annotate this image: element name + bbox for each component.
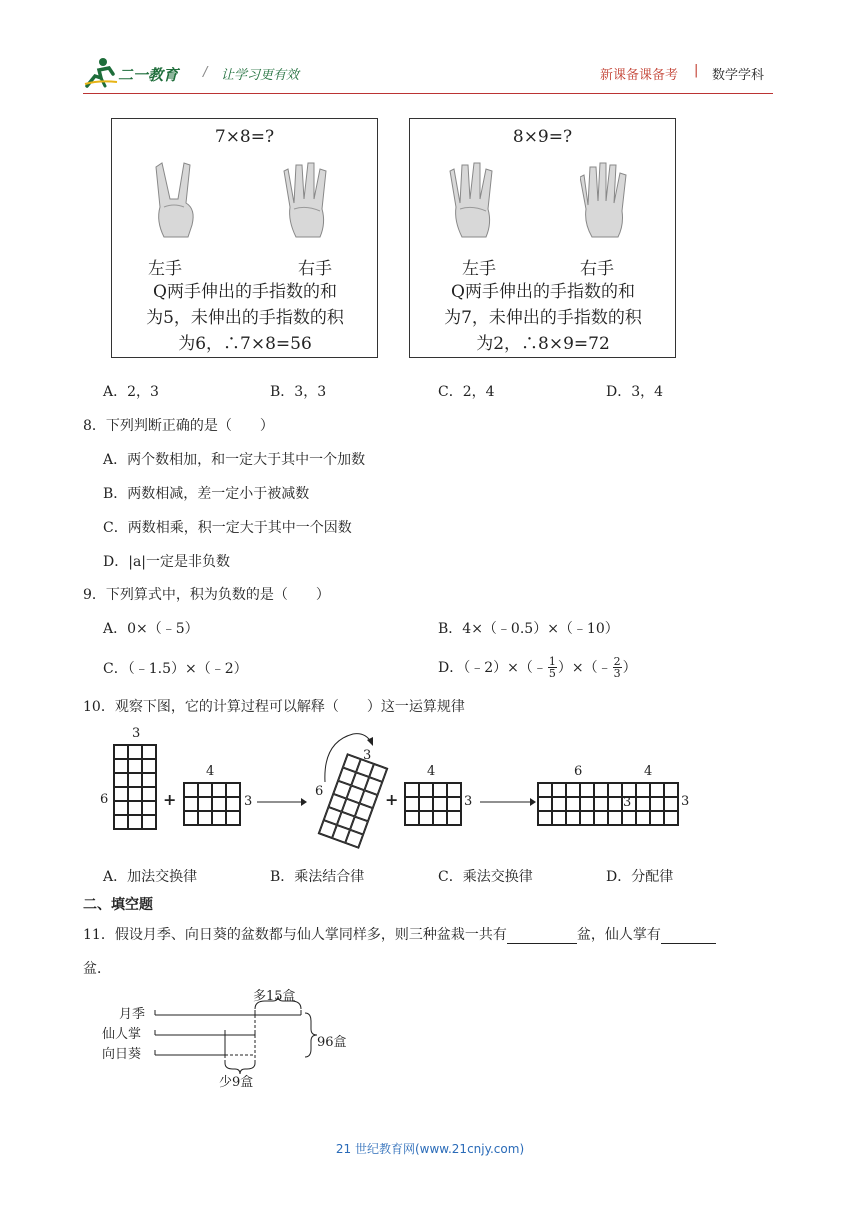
q10-figure: [95, 726, 705, 846]
q9-option-c[interactable]: C．（﹣1.5）×（﹣2）: [103, 661, 248, 677]
q7-option-b[interactable]: B．3，3: [270, 384, 327, 400]
q9-option-b[interactable]: B．4×（﹣0.5）×（﹣10）: [438, 621, 619, 637]
figure-explanation: [416, 279, 670, 357]
explanation-line: Q两手伸出的手指数的和: [451, 282, 635, 302]
left-hand-label: 左手: [148, 259, 182, 279]
header-right-right: 数学学科: [712, 68, 765, 83]
explanation-line: 为7，未伸出的手指数的积: [444, 308, 642, 328]
plus-sign: +: [163, 790, 177, 809]
footer-link[interactable]: 21 世纪教育网(www.21cnjy.com): [335, 1142, 525, 1156]
label-less-9: 少9盒: [219, 1075, 254, 1090]
label-total-96: 96盒: [317, 1035, 347, 1050]
grid5-top-label-4: 4: [644, 764, 653, 779]
label-rose: 月季: [119, 1007, 146, 1022]
q8-option-c[interactable]: C．两数相乘，积一定大于其中一个因数: [103, 520, 352, 536]
q10-option-d[interactable]: D．分配律: [606, 869, 674, 885]
q9-stem: 9．下列算式中，积为负数的是（ ）: [83, 587, 330, 603]
q11-bar-figure: [95, 985, 395, 1095]
q8-option-a[interactable]: A．两个数相加，和一定大于其中一个加数: [103, 452, 366, 468]
q7-option-d[interactable]: D．3，4: [606, 384, 664, 400]
q11-blank-total[interactable]: [507, 929, 577, 944]
q9-d-prefix: D．（﹣2）×（﹣: [438, 659, 547, 676]
grid5-divider: [621, 782, 622, 824]
fraction-one-fifth: $\frac{1}{5}$: [548, 655, 556, 680]
header-right-left: 新课备课备考: [600, 68, 679, 83]
explanation-line: 为5，未伸出的手指数的积: [146, 308, 344, 328]
grid3-left-label: 6: [315, 784, 324, 799]
arrow-right-icon: [480, 796, 536, 808]
figure-explanation: [118, 279, 372, 357]
q8-stem: 8．下列判断正确的是（ ）: [83, 418, 274, 434]
label-more-15: 多15盒: [253, 989, 296, 1004]
q7-option-a[interactable]: A．2，3: [103, 384, 159, 400]
grid5-top-label-6: 6: [574, 764, 583, 779]
grid4-top-label: 4: [427, 764, 436, 779]
right-hand-label: 右手: [298, 259, 332, 279]
q9-d-suffix: ）: [622, 659, 637, 676]
figure-equation: 8×9=?: [512, 127, 573, 147]
finger-figure-right: [409, 118, 676, 358]
hand-four-fingers-icon: [580, 159, 630, 239]
header-divider: |: [694, 63, 699, 78]
grid2-right-label: 3: [244, 794, 253, 809]
grid-3x6: [113, 744, 157, 830]
q9-d-mid: ）×（﹣: [557, 659, 612, 676]
q9-option-a[interactable]: A．0×（﹣5）: [103, 621, 199, 637]
q10-option-b[interactable]: B．乘法结合律: [270, 869, 365, 885]
header-slash: /: [203, 65, 208, 80]
q11-blank-cactus[interactable]: [661, 929, 716, 944]
q7-option-c[interactable]: C．2，4: [438, 384, 495, 400]
grid3-top-label: 3: [363, 748, 372, 763]
q8-option-b[interactable]: B．两数相减，差一定小于被减数: [103, 486, 310, 502]
finger-figure-left: [111, 118, 378, 358]
hand-two-fingers-icon: [150, 159, 200, 239]
q11-stem-text: 11．假设月季、向日葵的盆数都与仙人掌同样多，则三种盆栽一共有: [83, 927, 507, 943]
header-slogan: 让学习更有效: [221, 68, 300, 83]
explanation-line: 为2，∴8×9=72: [476, 334, 610, 354]
explanation-line: Q两手伸出的手指数的和: [153, 282, 337, 302]
grid2-top-label: 4: [206, 764, 215, 779]
section-title: 二、填空题: [83, 897, 153, 913]
grid1-top-label: 3: [132, 726, 141, 741]
grid1-left-label: 6: [100, 792, 109, 807]
hand-three-fingers-icon: [282, 159, 332, 239]
fraction-two-thirds: $\frac{2}{3}$: [613, 655, 621, 680]
q9-option-d[interactable]: [438, 656, 637, 679]
q8-option-d[interactable]: D．|a|一定是非负数: [103, 554, 231, 570]
q10-stem: 10．观察下图，它的计算过程可以解释（ ）这一运算规律: [83, 699, 465, 715]
grid-4x3: [183, 782, 241, 826]
explanation-line: 为6，∴7×8=56: [178, 334, 312, 354]
arrow-right-icon: [257, 796, 307, 808]
q10-option-a[interactable]: A．加法交换律: [103, 869, 198, 885]
grid5-right-label: 3: [681, 794, 690, 809]
grid-10x3: [537, 782, 679, 826]
plus-sign: +: [385, 790, 399, 809]
header-rule: [83, 93, 773, 94]
grid5-mid-label: 3: [623, 795, 632, 810]
header: [0, 0, 860, 95]
q11-stem: [83, 926, 783, 944]
hand-three-fingers-icon: [448, 159, 498, 239]
label-sunflower: 向日葵: [102, 1047, 142, 1062]
q11-end: 盆．: [83, 961, 111, 977]
left-hand-label: 左手: [462, 259, 496, 279]
logo-text: 二一教育: [118, 66, 179, 84]
right-hand-label: 右手: [580, 259, 614, 279]
grid-4x3: [404, 782, 462, 826]
q10-option-c[interactable]: C．乘法交换律: [438, 869, 533, 885]
q11-mid-text: 盆，仙人掌有: [576, 927, 661, 943]
label-cactus: 仙人掌: [102, 1027, 142, 1042]
figure-equation: 7×8=?: [214, 127, 275, 147]
runner-logo-icon: [83, 56, 119, 88]
bar-lines: [95, 985, 395, 1095]
grid4-right-label: 3: [464, 794, 473, 809]
